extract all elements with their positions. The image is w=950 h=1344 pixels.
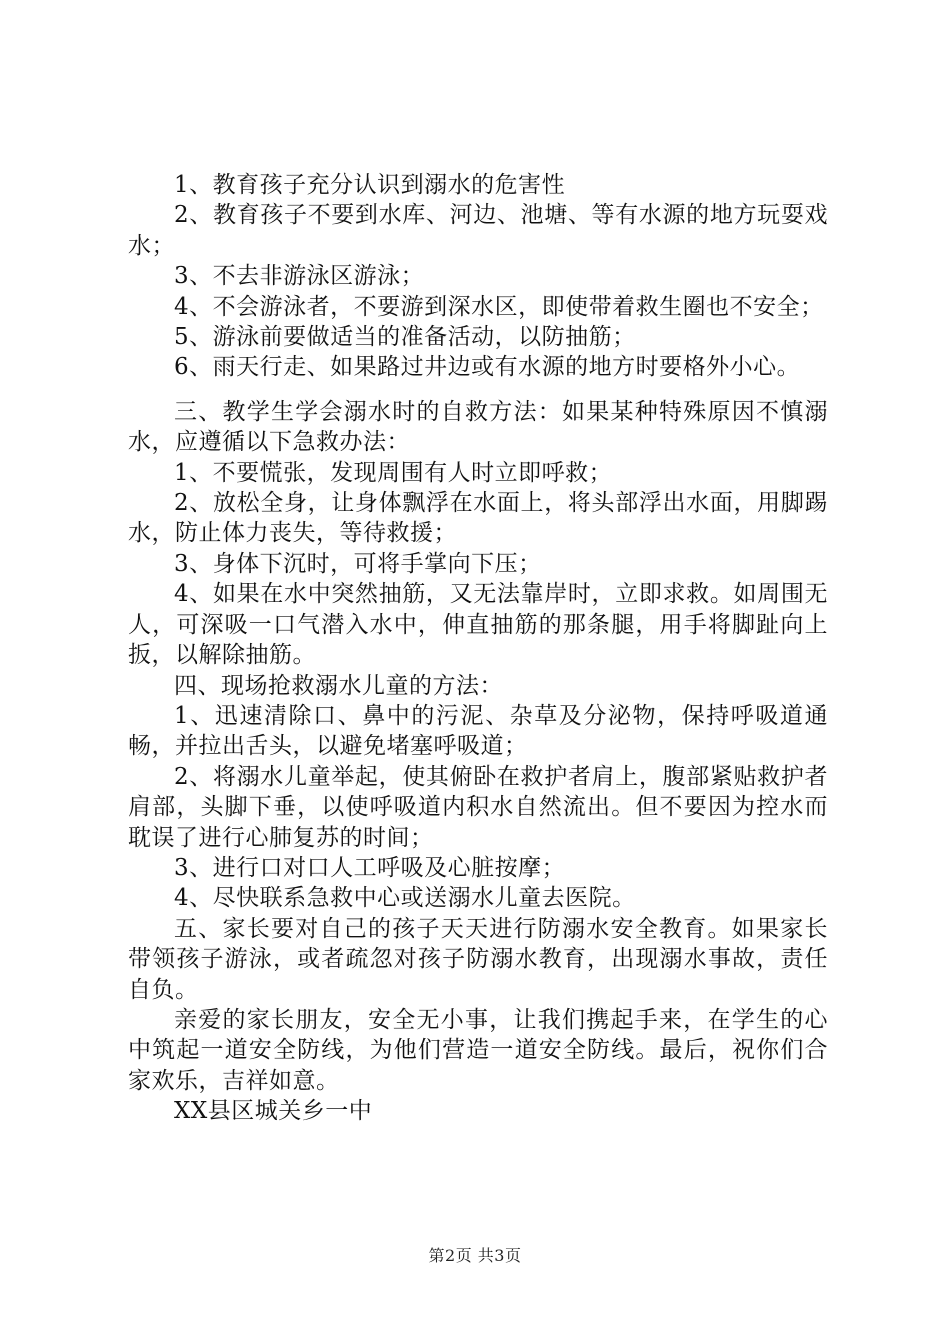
list-item: 3、不去非游泳区游泳； [174,263,425,290]
list-item: 2、放松全身，让身体飘浮在水面上，将头部浮出水面，用脚踢水，防止体力丧失，等待救援； [128,490,828,547]
list-item: 2、将溺水儿童举起，使其俯卧在救护者肩上，腹部紧贴救护者肩部，头脚下垂，以使呼吸道内积水自然流出。但不要因为控水而耽误了进行心肺复苏的时间； [128,763,828,851]
signature: XX县区城关乡一中 [174,1098,373,1125]
section-heading: 三、教学生学会溺水时的自救方法：如果某种特殊原因不慎溺水，应遵循以下急救办法： [128,398,828,456]
section-heading: 五、家长要对自己的孩子天天进行防溺水安全教育。如果家长带领孩子游泳，或者疏忽对孩子防溺水教育，出现溺水事故，责任自负。 [128,915,828,1003]
list-item: 1、迅速清除口、鼻中的污泥、杂草及分泌物，保持呼吸道通畅，并拉出舌头，以避免堵塞呼吸道； [128,702,828,760]
list-item: 4、如果在水中突然抽筋，又无法靠岸时，立即求救。如周围无人，可深吸一口气潜入水中，伸直抽筋的那条腿，用手将脚趾向上扳，以解除抽筋。 [128,581,828,669]
list-item: 6、雨天行走、如果路过井边或有水源的地方时要格外小心。 [174,354,801,381]
list-item: 2、教育孩子不要到水库、河边、池塘、等有水源的地方玩耍戏水； [128,202,828,259]
list-item: 3、进行口对口人工呼吸及心脏按摩； [174,854,566,881]
list-item: 5、游泳前要做适当的准备活动，以防抽筋； [174,324,636,351]
list-item: 3、身体下沉时，可将手掌向下压； [174,550,542,577]
list-item: 1、不要慌张，发现周围有人时立即呼救； [174,459,613,486]
page-number: 第2页 共3页 [428,1246,522,1265]
document-body [128,170,828,1127]
section-heading: 四、现场抢救溺水儿童的方法： [174,672,503,699]
list-item: 1、教育孩子充分认识到溺水的危害性 [174,172,566,198]
closing-paragraph: 亲爱的家长朋友，安全无小事，让我们携起手来，在学生的心中筑起一道安全防线，为他们营造一道安全防线。最后，祝你们合家欢乐，吉祥如意。 [128,1006,828,1094]
list-item: 4、尽快联系急救中心或送溺水儿童去医院。 [174,885,636,912]
list-item: 4、不会游泳者，不要游到深水区，即使带着救生圈也不安全； [174,293,824,320]
section-gap [128,383,828,397]
